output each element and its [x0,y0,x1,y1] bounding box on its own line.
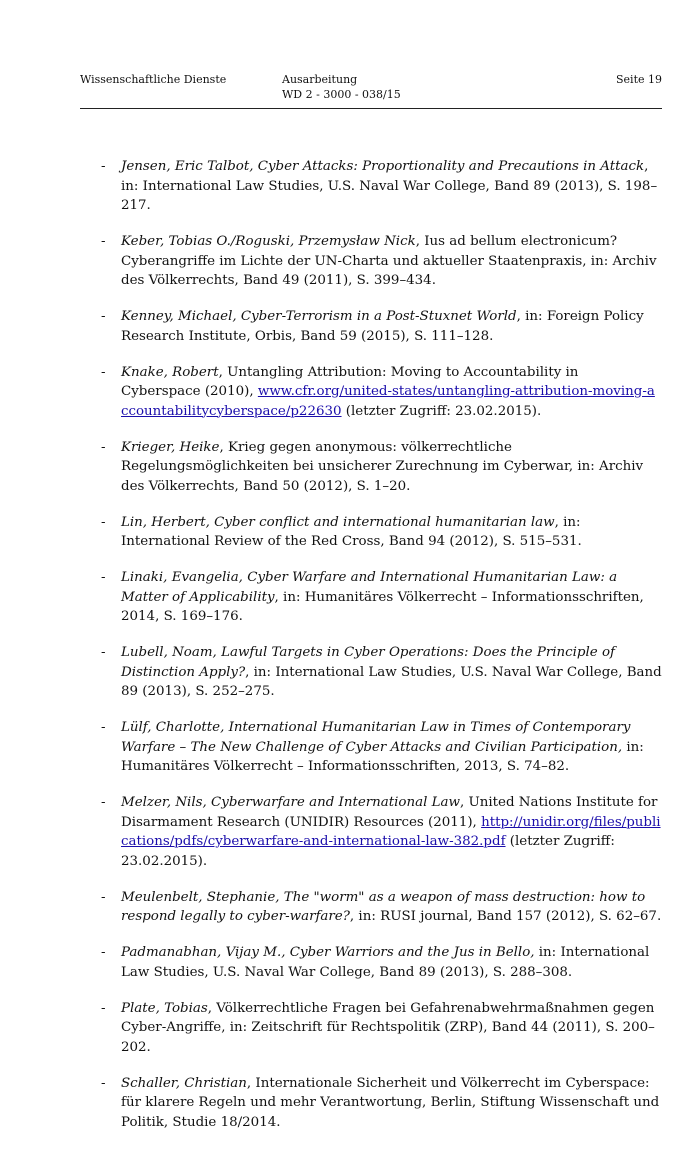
reference-author: Padmanabhan, Vijay M., [121,945,290,960]
reference-text [121,943,662,982]
reference-item [80,643,662,702]
reference-bullet: - [101,1000,106,1016]
reference-bullet: - [101,439,106,455]
reference-text [121,157,662,216]
reference-text [121,363,662,422]
reference-title: Lawful Targets in Cyber Operations: Does the Principle of Distinction Apply? [121,645,615,680]
reference-author: Knake, Robert [121,364,219,380]
reference-bullet: - [101,309,106,324]
reference-item [80,718,662,777]
reference-bullet: - [101,945,106,960]
reference-author: Krieger, Heike [121,439,220,455]
reference-details: , Ius ad bellum electronicum? Cyberangriffe im Lichte der UN-Charta und aktueller Staatenpraxis, in: Archiv des Völkerrechts, Band 49 (2011), S. 399–434. [121,234,657,288]
reference-details: , Internationale Sicherheit und Völkerrecht im Cyberspace: für klarere Regeln und mehr Verantwortung, Berlin, Stiftung Wissenschaft und Politik, Studie 18/2014. [121,1075,660,1130]
reference-author: Keber, Tobias O./Roguski, Przemysław Nick [121,234,416,249]
reference-bullet: - [101,364,106,380]
reference-link[interactable]: www.cfr.org/united-states/untangling-attribution-moving-accountabilitycyberspace/p22630 [121,384,655,419]
reference-title: Cyber-Terrorism in a Post-Stuxnet World [240,309,517,324]
reference-text [121,888,662,927]
reference-author: Lubell, Noam, [121,645,222,660]
reference-author: Plate, Tobias [121,1000,208,1016]
reference-details: , United Nations Institute for Disarmament Research (UNIDIR) Resources (2011), [121,795,658,830]
reference-author: Kenney, Michael, [121,309,241,324]
reference-details: , Krieg gegen anonymous: völkerrechtliche Regelungsmöglichkeiten bei unsicherer Zurechnung im Cyberwar, in: Archiv des Völkerrechts, Band 50 (2012), S. 1–20. [121,439,644,494]
reference-details: in: Humanitäres Völkerrecht – Informationsschriften, 2013, S. 74–82. [121,739,644,774]
reference-bullet: - [101,795,106,810]
reference-text [121,643,662,702]
reference-item [80,888,662,927]
reference-access-date: (letzter Zugriff: 23.02.2015). [341,403,542,419]
reference-author: Meulenbelt, Stephanie, [121,889,284,905]
reference-details: in: International Law Studies, U.S. Naval War College, Band 89 (2013), S. 288–308. [121,945,650,980]
page-header [80,68,662,110]
reference-item [80,438,662,497]
reference-text [121,307,662,346]
header-document-type [282,72,401,102]
reference-text [121,718,662,777]
reference-author: Linaki, Evangelia, [121,570,248,585]
reference-title: Cyber Attacks: Proportionality and Precautions in Attack [257,159,645,174]
reference-author: Melzer, Nils, [121,795,212,810]
reference-details: , in: RUSI journal, Band 157 (2012), S. 62–67. [349,909,662,924]
reference-title: Cyber conflict and international humanitarian law [214,514,555,530]
reference-text [121,793,662,871]
reference-item [80,307,662,346]
reference-item [80,363,662,422]
reference-text [121,438,662,497]
reference-list [80,157,662,1149]
reference-details: , in: International Review of the Red Cross, Band 94 (2012), S. 515–531. [121,514,582,549]
reference-details: , Untangling Attribution: Moving to Accountability in Cyberspace (2010), [121,364,579,399]
reference-bullet: - [101,645,106,660]
reference-details: , in: Humanitäres Völkerrecht – Informationsschriften, 2014, S. 169–176. [121,589,644,624]
header-divider [80,108,662,109]
reference-bullet: - [101,514,106,530]
reference-bullet: - [101,570,106,585]
header-institution: Wissenschaftliche Dienste [80,73,227,86]
reference-item [80,943,662,982]
reference-author: Lin, Herbert, [121,514,215,530]
reference-bullet: - [101,720,106,735]
reference-title: International Humanitarian Law in Times of Contemporary Warfare – The New Challenge of Cyber Attacks and Civilian Participation, [121,720,631,755]
reference-bullet: - [101,234,106,249]
reference-item [80,157,662,216]
reference-author: Jensen, Eric Talbot, [121,159,258,174]
reference-author: Lülf, Charlotte, [121,720,229,735]
reference-title: The "worm" as a weapon of mass destruction: how to respond legally to cyber-warfare? [121,889,646,924]
reference-item [80,232,662,291]
reference-title: Cyber Warfare and International Humanitarian Law: a Matter of Applicability [121,570,618,605]
reference-access-date: (letzter Zugriff: 23.02.2015). [121,834,615,869]
reference-text [121,1074,662,1133]
reference-item [80,793,662,871]
reference-item [80,568,662,627]
reference-details: , in: Foreign Policy Research Institute, Orbis, Band 59 (2015), S. 111–128. [121,309,644,344]
reference-item [80,999,662,1058]
reference-title: Cyber Warriors and the Jus in Bello, [289,945,535,960]
reference-text [121,513,662,552]
reference-author: Schaller, Christian [121,1075,247,1091]
reference-text [121,999,662,1058]
header-document-label: Ausarbeitung [282,73,358,86]
header-page-number: Seite 19 [616,73,662,86]
reference-bullet: - [101,159,106,174]
reference-details: , in: International Law Studies, U.S. Naval War College, Band 89 (2013), S. 198–217. [121,159,658,213]
reference-item [80,1074,662,1133]
reference-bullet: - [101,1075,106,1091]
reference-title: Cyberwarfare and International Law [211,795,460,810]
reference-text [121,232,662,291]
reference-item [80,513,662,552]
reference-details: , Völkerrechtliche Fragen bei Gefahrenabwehrmaßnahmen gegen Cyber-Angriffe, in: Zeitschrift für Rechtspolitik (ZRP), Band 44 (2011), S. 200–202. [121,1000,655,1055]
reference-bullet: - [101,889,106,905]
reference-details: , in: International Law Studies, U.S. Naval War College, Band 89 (2013), S. 252–275. [121,664,662,699]
header-document-number: WD 2 - 3000 - 038/15 [282,88,401,101]
reference-link[interactable]: http://unidir.org/files/publications/pdfs/cyberwarfare-and-international-law-382.pdf [121,814,661,849]
reference-text [121,568,662,627]
